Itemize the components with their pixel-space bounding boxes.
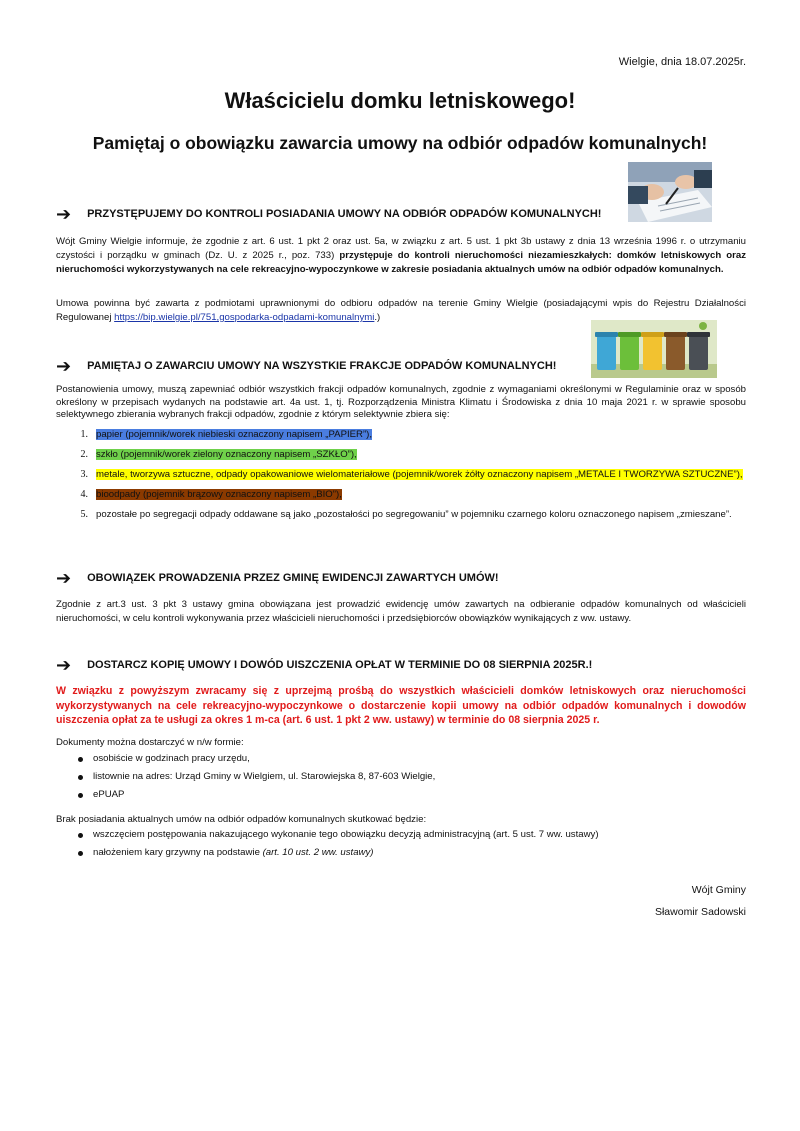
section1-paragraph-1: Wójt Gminy Wielgie informuje, że zgodnie z art. 6 ust. 1 pkt 2 oraz ust. 5a, w związku z art. 5 ust. 1 pkt 3b ustawy z dnia 13 września 1996 r. o utrzymaniu czystości i porządku w gminach (Dz. U. z 2025 r., poz. 733) przystępuje do kontroli nieruchomości niezamieszkałych: domków letniskowych oraz nieruchomości wykorzystywanych na cele rekreacyjno-wypoczynkowe w zakresie posiadania aktualnych umów na odbiór odpadów komunalnych.: [56, 236, 746, 275]
consequence-list: [56, 826, 599, 862]
list-item: ePUAP: [56, 786, 435, 804]
fraction-glass: szkło (pojemnik/worek zielony oznaczony napisem „SZKŁO”),: [96, 449, 357, 460]
list-item: 1. papier (pojemnik/worek niebieski oznaczony napisem „PAPIER”),: [80, 429, 373, 440]
fraction-metal-plastic: metale, tworzywa sztuczne, odpady opakowaniowe wielomateriałowe (pojemnik/worek żółty oznaczony napisem „METALE I TWORZYWA SZTUCZNE”),: [96, 469, 743, 480]
signature-name: Sławomir Sadowski: [654, 906, 746, 918]
fraction-mixed: pozostałe po segregacji odpady oddawane są jako „pozostałości po segregowaniu” w pojemniku czarnego koloru oznaczonego napisem „zmieszane”.: [96, 509, 732, 520]
list-item: osobiście w godzinach pracy urzędu,: [56, 750, 435, 768]
bip-link[interactable]: https://bip.wielgie.pl/751,gospodarka-odpadami-komunalnymi: [114, 312, 375, 323]
section-heading-fractions: ➔ PAMIĘTAJ O ZAWARCIU UMOWY NA WSZYSTKIE FRAKCJE ODPADÓW KOMUNALNYCH!: [56, 356, 557, 376]
section-heading-register: ➔ OBOWIĄZEK PROWADZENIA PRZEZ GMINĘ EWIDENCJI ZAWARTYCH UMÓW!: [56, 568, 499, 588]
section-heading-control: ➔ PRZYSTĘPUJEMY DO KONTROLI POSIADANIA UMOWY NA ODBIÓR ODPADÓW KOMUNALNYCH!: [56, 204, 602, 224]
bullet-icon: [78, 775, 83, 780]
right-arrow-icon: ➔: [56, 204, 72, 224]
bullet-icon: [78, 793, 83, 798]
page-subtitle: Pamiętaj o obowiązku zawarcia umowy na odbiór odpadów komunalnych!: [92, 133, 708, 153]
section1-paragraph-2: Umowa powinna być zawarta z podmiotami uprawnionymi do odbioru odpadów na terenie Gminy Wielgie (posiadającymi wpis do Rejestru Działalności Regulowanej https://bip.wielgie.pl/751,gospodarka-odpadami-komunalnymi.): [56, 298, 746, 323]
bullet-icon: [78, 757, 83, 762]
red-notice: W związku z powyższym zwracamy się z uprzejmą prośbą do wszystkich właścicieli domków letniskowych oraz nieruchomości wykorzystywanych na cele rekreacyjno-wypoczynkowe o dostarczenie kopii umowy na odbiór odpadów komunalnych i dowodów uiszczenia opłat za te usługi za okres 1 m-ca (art. 6 ust. 1 pkt 2 ww. ustawy) w terminie do 08 sierpnia 2025 r.: [56, 685, 746, 726]
section2-intro: Postanowienia umowy, muszą zapewniać odbiór wszystkich frakcji odpadów komunalnych, zgodnie z wymaganiami określonymi w Regulaminie oraz w sposób określony w przepisach wydanych na podstawie art. 4a ust. 1, tj. Rozporządzenia Ministra Klimatu i Środowiska z dnia 10 maja 2021 r. w sprawie sposobu selektywnego zbierania wybranych frakcji odpadów, zgodnie z którym selektywnie zbiera się:: [56, 384, 746, 420]
consequence-intro: Brak posiadania aktualnych umów na odbiór odpadów komunalnych skutkować będzie:: [56, 814, 427, 825]
fraction-bio: bioodpady (pojemnik brązowy oznaczony napisem „BIO”),: [96, 489, 342, 500]
list-item: 4. bioodpady (pojemnik brązowy oznaczony napisem „BIO”),: [80, 489, 342, 500]
list-item: 3. metale, tworzywa sztuczne, odpady opakowaniowe wielomateriałowe (pojemnik/worek żółty oznaczony napisem „METALE I TWORZYWA SZTUCZNE”),: [80, 469, 743, 480]
signature-title: Wójt Gminy: [691, 884, 746, 896]
delivery-intro: Dokumenty można dostarczyć w n/w formie:: [56, 737, 244, 748]
date: Wielgie, dnia 18.07.2025r.: [618, 56, 746, 68]
right-arrow-icon: ➔: [56, 655, 72, 675]
list-item: 2. szkło (pojemnik/worek zielony oznaczony napisem „SZKŁO”),: [80, 449, 357, 460]
list-item: wszczęciem postępowania nakazującego wykonanie tego obowiązku decyzją administracyjną (art. 5 ust. 7 ww. ustawy): [56, 826, 599, 844]
contract-signing-photo: [628, 162, 712, 222]
page-title: Właścicielu domku letniskowego!: [224, 88, 576, 113]
bullet-icon: [78, 851, 83, 856]
fraction-paper: papier (pojemnik/worek niebieski oznaczony napisem „PAPIER”),: [96, 429, 373, 440]
waste-bins-photo: [591, 320, 717, 378]
list-item: listownie na adres: Urząd Gminy w Wielgiem, ul. Starowiejska 8, 87-603 Wielgie,: [56, 768, 435, 786]
list-item: nałożeniem kary grzywny na podstawie (art. 10 ust. 2 ww. ustawy): [56, 844, 599, 862]
section-heading-deliver: ➔ DOSTARCZ KOPIĘ UMOWY I DOWÓD UISZCZENIA OPŁAT W TERMINIE DO 08 SIERPNIA 2025R.!: [56, 655, 593, 675]
delivery-list: [56, 750, 435, 804]
bullet-icon: [78, 833, 83, 838]
list-item: 5. pozostałe po segregacji odpady oddawane są jako „pozostałości po segregowaniu” w pojemniku czarnego koloru oznaczonego napisem „zmieszane”.: [80, 509, 732, 520]
fractions-list: [56, 429, 746, 529]
right-arrow-icon: ➔: [56, 568, 72, 588]
right-arrow-icon: ➔: [56, 356, 72, 376]
section3-text: Zgodnie z art.3 ust. 3 pkt 3 ustawy gmina obowiązana jest prowadzić ewidencję umów zawartych na odbieranie odpadów komunalnych od właścicieli nieruchomości, w celu kontroli wykonywania przez właścicieli nieruchomości i przedsiębiorców obowiązków wynikających z ww. ustawy.: [56, 599, 746, 624]
